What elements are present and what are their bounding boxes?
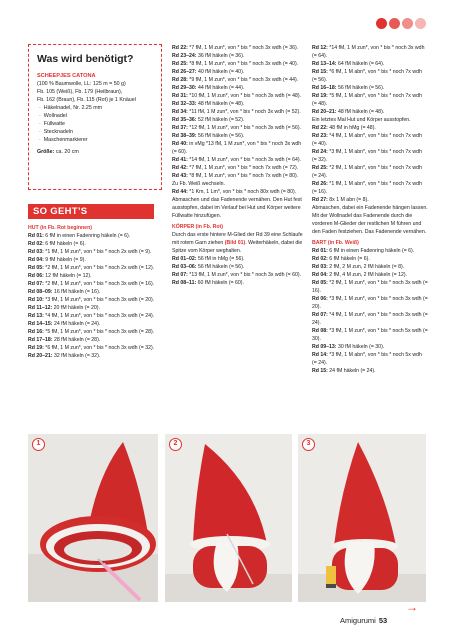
- section-title-koerper: KÖRPER (in Fb. Rot): [172, 224, 224, 230]
- round-text: 56 fM häkeln (= 56).: [196, 264, 245, 270]
- round-number: Rd 03–06:: [172, 264, 197, 270]
- page-indicator: [376, 18, 426, 29]
- round-number: Rd 15:: [312, 69, 328, 75]
- yarn-spec: (100 % Baumwolle, LL: 125 m = 50 g): [37, 81, 126, 87]
- round-text: 2 fM, 4 M zun, 2 fM häkeln (= 12).: [327, 272, 408, 278]
- round-text: 8x 1 M abn (= 8).: [327, 197, 369, 203]
- round-instruction: [28, 352, 162, 360]
- round-text: 48 fM in hMg (= 48).: [327, 125, 376, 131]
- round-number: Rd 16:: [28, 329, 44, 335]
- section-title-hut: HUT (in Fb. Rot beginnen): [28, 225, 92, 231]
- round-instruction: [172, 188, 304, 196]
- material-item-label: Maschenmarkierer: [43, 137, 88, 143]
- round-number: Rd 08:: [312, 328, 328, 334]
- bullet-icon: ·: [39, 129, 41, 135]
- round-instruction: [312, 164, 428, 180]
- round-number: Rd 20–21:: [28, 353, 53, 359]
- round-instruction: [312, 84, 428, 92]
- material-item: [37, 136, 156, 144]
- round-instruction: [172, 68, 304, 76]
- round-instruction: [312, 311, 428, 327]
- paragraph: [172, 231, 304, 255]
- round-instruction: [312, 279, 428, 295]
- round-text: 60 fM häkeln (= 60).: [196, 280, 244, 286]
- round-text: 44 fM häkeln (= 44).: [196, 85, 245, 91]
- round-number: Rd 38–39:: [172, 133, 197, 139]
- size-value: ca. 20 cm: [55, 149, 79, 155]
- round-instruction: [312, 295, 428, 311]
- round-instruction: [312, 327, 428, 343]
- round-number: Rd 13:: [28, 313, 44, 319]
- round-instruction: [312, 271, 428, 279]
- round-text: *2 fM, 1 M abn*, von * bis * noch 7x wdh (= 24).: [312, 165, 422, 179]
- round-instruction: [312, 367, 428, 375]
- round-number: Rd 02:: [28, 241, 44, 247]
- material-item: [37, 128, 156, 136]
- size-label: Größe:: [37, 149, 55, 155]
- round-text: 20 fM häkeln (= 20).: [52, 305, 100, 311]
- round-instruction: [28, 264, 162, 272]
- round-text: *14 fM, 1 M zun*, von * bis * noch 3x wdh (= 64).: [187, 157, 302, 163]
- round-instruction: [312, 92, 428, 108]
- round-text: 36 fM häkeln (= 36).: [196, 53, 245, 59]
- round-instruction: [312, 263, 428, 271]
- round-list: [312, 44, 428, 116]
- instructions-column-1: [28, 224, 162, 360]
- round-text: 6 fM in einen Fadenring häkeln (= 6).: [43, 233, 131, 239]
- round-number: Rd 05:: [312, 280, 328, 286]
- step-photo-3: [298, 434, 426, 602]
- step-photo-1: [28, 434, 158, 602]
- photo-red-hat-crochet: [28, 434, 158, 602]
- round-text: 40 fM häkeln (= 40).: [196, 69, 245, 75]
- round-number: Rd 28:: [172, 77, 188, 83]
- round-text: 6 fM in einen Fadenring häkeln (= 6).: [327, 248, 415, 254]
- round-instruction: [172, 263, 304, 271]
- bullet-icon: ·: [39, 137, 41, 143]
- round-instruction: [312, 196, 428, 204]
- round-text: *1 fM, 1 M abn*, von * bis * noch 7x wdh (= 16).: [312, 181, 422, 195]
- materials-box: [28, 44, 162, 190]
- page-dot: [376, 18, 387, 29]
- round-text: *3 fM, 1 M zun*, von * bis * noch 3x wdh (= 20).: [43, 297, 155, 303]
- round-instruction: [312, 108, 428, 116]
- material-item-label: Wollnadel: [43, 113, 67, 119]
- material-item: [37, 112, 156, 120]
- round-text: 52 fM häkeln (= 52).: [196, 117, 245, 123]
- round-instruction: [172, 279, 304, 287]
- round-instruction: [172, 84, 304, 92]
- round-instruction: [312, 68, 428, 84]
- round-text: *8 fM, 1 M zun*, von * bis * noch 3x wdh (= 40).: [187, 61, 299, 67]
- round-instruction: [312, 255, 428, 263]
- round-number: Rd 41:: [172, 157, 188, 163]
- round-number: Rd 02:: [312, 256, 328, 262]
- round-number: Rd 07:: [312, 312, 328, 318]
- round-text: 56 fM häkeln (= 56).: [196, 133, 245, 139]
- page-number: 53: [378, 616, 388, 625]
- round-list: [312, 247, 428, 375]
- round-instruction: [28, 312, 162, 320]
- material-item-label: Stecknadeln: [43, 129, 73, 135]
- round-instruction: [28, 344, 162, 352]
- round-number: Rd 43:: [172, 173, 188, 179]
- round-number: Rd 04:: [312, 272, 328, 278]
- round-number: Rd 14:: [312, 352, 328, 358]
- bullet-icon: ·: [39, 113, 41, 119]
- round-text: 24 fM häkeln (= 24).: [52, 321, 101, 327]
- round-number: Rd 34:: [172, 109, 188, 115]
- round-number: Rd 07:: [28, 281, 44, 287]
- round-instruction: [28, 240, 162, 248]
- round-instruction: [172, 116, 304, 124]
- next-page-arrow-icon[interactable]: →: [406, 600, 418, 614]
- bullet-icon: ·: [39, 121, 41, 127]
- round-text: *10 fM, 1 M zun*, von * bis * noch 3x wdh (= 48).: [187, 93, 302, 99]
- photo-number-badge: 1: [32, 438, 45, 451]
- round-text: 12 fM häkeln (= 12).: [43, 273, 92, 279]
- round-number: Rd 10:: [28, 297, 44, 303]
- round-instruction: [312, 60, 428, 68]
- round-instruction: [28, 248, 162, 256]
- instructions-column-2: [172, 44, 304, 287]
- round-number: Rd 26–27:: [172, 69, 197, 75]
- round-text: 6 fM häkeln (= 6).: [43, 241, 86, 247]
- round-list: [172, 44, 304, 196]
- round-text: 48 fM häkeln (= 48).: [336, 109, 385, 115]
- round-instruction: [172, 108, 304, 116]
- round-number: Rd 13–14:: [312, 61, 337, 67]
- round-instruction: [172, 164, 304, 172]
- round-number: Rd 04:: [28, 257, 44, 263]
- round-instruction: [172, 271, 304, 279]
- bullet-icon: ·: [39, 105, 41, 111]
- step-photo-2: [165, 434, 292, 602]
- round-number: Rd 07:: [172, 272, 188, 278]
- round-text: *2 fM, 1 M zun*, von * bis * noch 2x wdh (= 12).: [43, 265, 155, 271]
- round-number: Rd 01:: [312, 248, 328, 254]
- round-text: 56 fM in hMg (= 56).: [196, 256, 245, 262]
- instructions-column-3: [312, 44, 428, 375]
- round-text: *3 fM, 1 M zun*, von * bis * noch 5x wdh (= 30).: [312, 328, 428, 342]
- magazine-name: Amigurumi: [340, 616, 376, 625]
- material-item-label: Füllwatte: [43, 121, 65, 127]
- yarn-spec: Fb. 105 (Weiß), Fb. 179 (Heilbraun),: [37, 89, 123, 95]
- materials-list: [37, 104, 156, 144]
- paragraph: Abmaschen, dabei ein Fadenende hängen lassen. Mit der Wollnadel das Fadenende durch die vorderen M-Glieder der restlichen M führen und den Faden festziehen. Das Fadenende vernähen.: [312, 205, 428, 235]
- round-instruction: [28, 256, 162, 264]
- round-text: *4 fM, 1 M zun*, von * bis * noch 3x wdh (= 24).: [312, 312, 428, 326]
- round-text: *7 fM, 1 M zun*, von * bis * noch 3x wdh (= 36).: [187, 45, 299, 51]
- round-instruction: [172, 132, 304, 140]
- round-number: Rd 19:: [312, 93, 328, 99]
- round-instruction: [312, 44, 428, 60]
- round-text: 28 fM häkeln (= 28).: [52, 337, 101, 343]
- paragraph-text: . Weiterhäkeln, dabei die Spitze vom Körper weghalten.: [172, 240, 303, 254]
- round-number: Rd 24:: [312, 149, 328, 155]
- round-instruction: [28, 296, 162, 304]
- round-number: Rd 08–11:: [172, 280, 197, 286]
- round-number: Rd 44:: [172, 189, 188, 195]
- round-number: Rd 25:: [312, 165, 328, 171]
- yarn-spec: Fb. 162 (Braun), Fb. 115 (Rot) je 1 Knäuel: [37, 97, 136, 103]
- image-reference: (Bild 01): [224, 240, 246, 246]
- round-number: Rd 12:: [312, 45, 328, 51]
- round-instruction: [312, 180, 428, 196]
- round-text: *9 fM, 1 M zun*, von * bis * noch 3x wdh (= 44).: [187, 77, 299, 83]
- round-instruction: [172, 60, 304, 68]
- round-instruction: [172, 92, 304, 100]
- round-number: Rd 40:: [172, 141, 188, 147]
- round-number: Rd 32–33:: [172, 101, 197, 107]
- round-number: Rd 35–36:: [172, 117, 197, 123]
- round-text: *12 fM, 1 M zun*, von * bis * noch 3x wdh (= 56).: [187, 125, 302, 131]
- round-number: Rd 03:: [28, 249, 44, 255]
- round-number: Rd 29–30:: [172, 85, 197, 91]
- round-number: Rd 09–13:: [312, 344, 337, 350]
- page-dot: [402, 18, 413, 29]
- round-instruction: [172, 140, 304, 156]
- finished-size: [37, 149, 156, 155]
- round-instruction: [172, 124, 304, 132]
- round-instruction: [312, 132, 428, 148]
- round-number: Rd 26:: [312, 181, 328, 187]
- round-instruction: [312, 148, 428, 164]
- paragraph-text: Durch das erste hintere M-Glied der Rd 39 eine Schlaufe mit rotem Garn ziehen: [172, 232, 303, 246]
- round-text: *3 fM, 1 M abn*, von * bis * noch 5x wdh (= 24).: [312, 352, 422, 366]
- round-instruction: [28, 328, 162, 336]
- round-text: *3 fM, 1 M zun*, von * bis * noch 3x wdh (= 20).: [312, 296, 428, 310]
- round-instruction: [172, 156, 304, 164]
- round-text: 24 fM häkeln (= 24).: [327, 368, 376, 374]
- round-text: 16 fM häkeln (= 16).: [52, 289, 101, 295]
- round-text: *8 fM, 1 M zun*, von * bis * noch 7x wdh (= 80). Zu Fb. Weiß wechseln.: [172, 173, 299, 187]
- round-number: Rd 17–18:: [28, 337, 53, 343]
- round-text: 64 fM häkeln (= 64).: [336, 61, 385, 67]
- round-number: Rd 11–12:: [28, 305, 53, 311]
- round-text: in vMg *13 fM, 1 M zun*, von * bis * noch 3x wdh (= 60).: [172, 141, 302, 155]
- round-instruction: [28, 336, 162, 344]
- round-text: 32 fM häkeln (= 32).: [52, 353, 101, 359]
- round-number: Rd 22:: [172, 45, 188, 51]
- round-number: Rd 25:: [172, 61, 188, 67]
- round-text: 30 fM häkeln (= 30).: [336, 344, 385, 350]
- page-dot: [415, 18, 426, 29]
- material-item-label: Häkelnadel, Nr. 2.25 mm: [43, 105, 103, 111]
- round-number: Rd 42:: [172, 165, 188, 171]
- round-instruction: [28, 320, 162, 328]
- round-instruction: [172, 172, 304, 188]
- round-text: 6 fM häkeln (= 6).: [327, 256, 370, 262]
- round-number: Rd 23:: [312, 133, 328, 139]
- round-number: Rd 16–18:: [312, 85, 337, 91]
- paragraph: Abmaschen und das Fadenende vernähen. Den Hut fest ausstopfen, dabei im Verlauf bei Hut und Körper weitere Füllwatte hinzufügen.: [172, 197, 302, 219]
- round-number: Rd 37:: [172, 125, 188, 131]
- round-text: *1 Km, 1 Lm*, von * bis * noch 80x wdh (= 80).: [187, 189, 297, 195]
- round-text: *7 fM, 1 M zun*, von * bis * noch 7x wdh (= 72).: [187, 165, 299, 171]
- round-instruction: [28, 288, 162, 296]
- page-footer: [340, 616, 387, 625]
- photo-number-badge: 2: [169, 438, 182, 451]
- round-number: Rd 01:: [28, 233, 44, 239]
- round-number: Rd 22:: [312, 125, 328, 131]
- round-instruction: [312, 247, 428, 255]
- round-list: [312, 124, 428, 204]
- photo-number-badge: 3: [302, 438, 315, 451]
- round-text: 2 fM, 2 M zun, 2 fM häkeln (= 8).: [327, 264, 405, 270]
- section-title-bart: BART (in Fb. Weiß): [312, 240, 359, 246]
- round-text: *4 fM, 1 M abn*, von * bis * noch 7x wdh (= 40).: [312, 133, 422, 147]
- round-instruction: [172, 255, 304, 263]
- photo-gnome-with-beard: [165, 434, 292, 602]
- round-number: Rd 05:: [28, 265, 44, 271]
- round-text: *1 fM, 1 M zun*, von * bis * noch 2x wdh (= 9).: [43, 249, 152, 255]
- round-instruction: [172, 76, 304, 84]
- round-number: Rd 01–02:: [172, 256, 197, 262]
- round-text: *14 fM, 1 M zun*, von * bis * noch 3x wdh (= 64).: [312, 45, 425, 59]
- round-number: Rd 23–24:: [172, 53, 197, 59]
- round-number: Rd 06:: [28, 273, 44, 279]
- round-instruction: [28, 272, 162, 280]
- round-text: *2 fM, 1 M zun*, von * bis * noch 3x wdh (= 16).: [312, 280, 428, 294]
- round-text: *11 fM, 1 M zun*, von * bis * noch 3x wdh (= 52).: [187, 109, 301, 115]
- material-item: [37, 104, 156, 112]
- round-text: 48 fM häkeln (= 48).: [196, 101, 245, 107]
- round-instruction: [312, 124, 428, 132]
- round-number: Rd 27:: [312, 197, 328, 203]
- round-text: *6 fM, 1 M zun*, von * bis * noch 3x wdh (= 32).: [43, 345, 155, 351]
- paragraph: Ein letztes Mal Hut und Körper ausstopfen.: [312, 117, 411, 123]
- material-item: [37, 120, 156, 128]
- round-number: Rd 14–15:: [28, 321, 53, 327]
- round-instruction: [172, 44, 304, 52]
- round-text: *2 fM, 1 M zun*, von * bis * noch 3x wdh (= 16).: [43, 281, 155, 287]
- round-text: *5 fM, 1 M zun*, von * bis * noch 3x wdh (= 28).: [43, 329, 155, 335]
- yarn-brand: SCHEEPJES CATONA: [37, 73, 96, 79]
- round-instruction: [172, 52, 304, 60]
- round-number: Rd 19:: [28, 345, 44, 351]
- round-instruction: [28, 304, 162, 312]
- page-dot: [389, 18, 400, 29]
- round-instruction: [172, 100, 304, 108]
- round-instruction: [28, 280, 162, 288]
- round-number: Rd 08–09:: [28, 289, 53, 295]
- round-instruction: [28, 232, 162, 240]
- round-instruction: [312, 343, 428, 351]
- materials-title: Was wird benötigt?: [37, 53, 134, 65]
- round-text: *3 fM, 1 M abn*, von * bis * noch 7x wdh (= 32).: [312, 149, 422, 163]
- round-instruction: [312, 351, 428, 367]
- round-list: [172, 255, 304, 287]
- round-number: Rd 15:: [312, 368, 328, 374]
- round-text: *4 fM, 1 M zun*, von * bis * noch 3x wdh (= 24).: [43, 313, 155, 319]
- round-number: Rd 31:: [172, 93, 188, 99]
- round-text: *6 fM, 1 M abn*, von * bis * noch 7x wdh (= 56).: [312, 69, 422, 83]
- round-number: Rd 20–21:: [312, 109, 337, 115]
- photo-gnome-finished: [298, 434, 426, 602]
- instructions-banner: SO GEHT’S: [28, 204, 154, 219]
- round-text: 56 fM häkeln (= 56).: [336, 85, 385, 91]
- round-text: *13 fM, 1 M zun*, von * bis * noch 3x wdh (= 60).: [187, 272, 302, 278]
- round-list: [28, 232, 162, 360]
- round-text: 9 fM häkeln (= 9).: [43, 257, 86, 263]
- round-number: Rd 03:: [312, 264, 328, 270]
- round-text: *5 fM, 1 M abn*, von * bis * noch 7x wdh (= 48).: [312, 93, 422, 107]
- round-number: Rd 06:: [312, 296, 328, 302]
